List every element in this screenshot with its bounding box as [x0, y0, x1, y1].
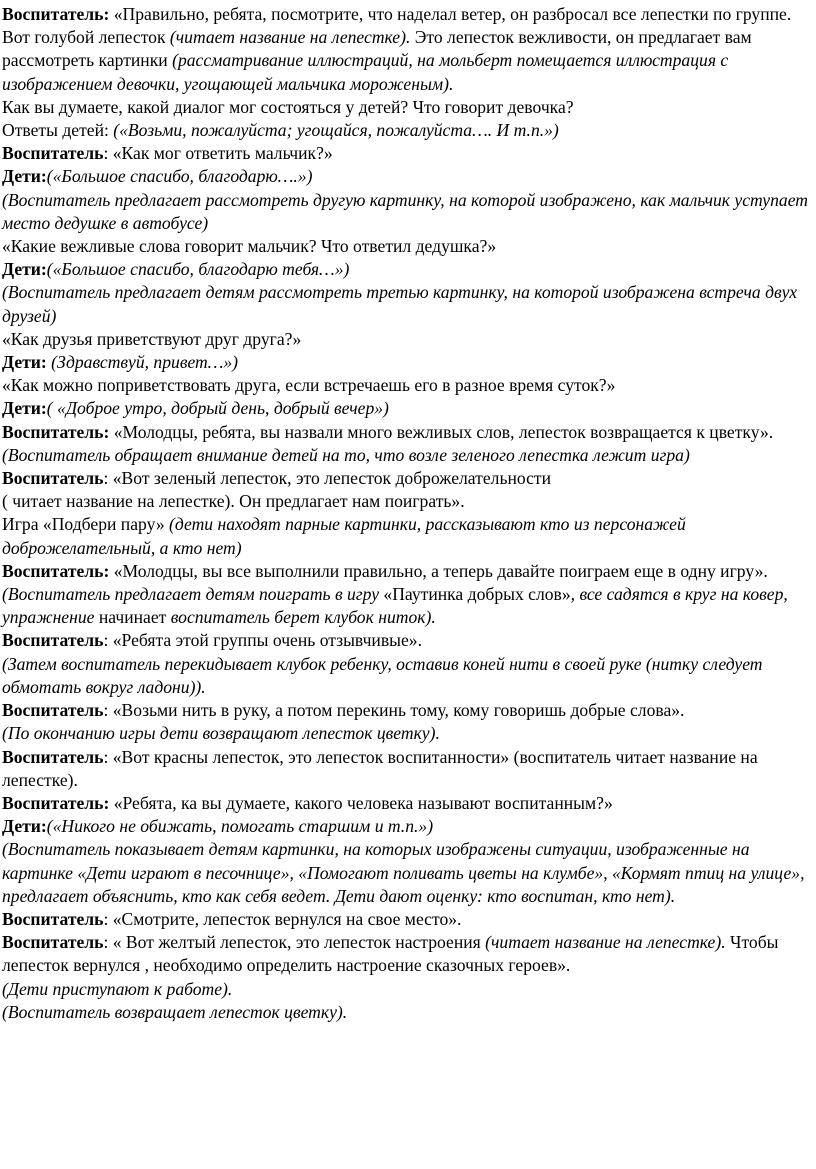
children-answer: ( «Доброе утро, добрый день, добрый вечер») [46, 398, 389, 419]
paragraph-12 [2, 374, 810, 397]
paragraph-24 [2, 746, 810, 792]
paragraph-11 [2, 351, 810, 374]
paragraph-9 [2, 281, 810, 327]
paragraph-1 [2, 3, 810, 96]
paragraph-8 [2, 258, 810, 281]
speaker-children: Дети: [2, 166, 47, 187]
stage-direction: (Воспитатель показывает детям картинки, на которых изображены ситуации, изображенные на картинке «Дети играют в песочнице», «Помогают поливать цветы на клумбе», «Кормят птиц на улице», предлагает объяснить, кто как себя ведет. Дети дают оценку: кто воспитан, кто нет). [2, 839, 805, 906]
speaker-teacher: Воспитатель: [2, 4, 110, 24]
paragraph-14 [2, 421, 810, 444]
stage-direction: (Затем воспитатель перекидывает клубок ребенку, оставив коней нити в своей руке (нитку следует обмотать вокруг ладони)). [2, 653, 763, 697]
speaker-teacher: Воспитатель: [2, 792, 110, 813]
speaker-teacher: Воспитатель [2, 700, 104, 721]
stage-direction: (Воспитатель предлагает детям поиграть в игру [2, 584, 384, 605]
speaker-children: Дети: [2, 259, 47, 280]
stage-direction: (Воспитатель предлагает детям рассмотреть третью картинку, на которой изображена встреча двух друзей) [2, 282, 798, 326]
speech: «Как друзья приветствуют друг друга?» [2, 328, 302, 349]
game-title: «Паутинка добрых слов» [383, 584, 571, 605]
stage-direction: (читает название на лепестке). [485, 932, 726, 953]
paragraph-6 [2, 189, 810, 235]
paragraph-21 [2, 653, 810, 699]
paragraph-16 [2, 467, 810, 490]
stage-direction: (По окончанию игры дети возвращают лепесток цветку). [2, 723, 440, 744]
paragraph-7 [2, 235, 810, 258]
paragraph-22 [2, 699, 810, 722]
speech: Это лепесток вежливости, он предлагает вам рассмотреть картинки [2, 27, 752, 71]
speaker-children: Дети: [2, 398, 47, 419]
speaker-teacher: Воспитатель [2, 746, 104, 767]
speech: «Как можно поприветствовать друга, если встречаешь его в разное время суток?» [2, 375, 616, 396]
speech: Чтобы лепесток вернулся , необходимо определить настроение сказочных героев». [2, 932, 779, 976]
speech: «Молодцы, вы все выполнили правильно, а теперь давайте поиграем еще в одну игру». [109, 560, 768, 581]
children-answer: (Здравствуй, привет…») [46, 352, 239, 373]
paragraph-13 [2, 397, 810, 420]
stage-direction: (Воспитатель предлагает рассмотреть другую картинку, на которой изображено, как мальчик уступает место дедушке в автобусе) [2, 189, 808, 233]
speaker-teacher: Воспитатель: [2, 560, 110, 581]
speech: Как вы думаете, какой диалог мог состояться у детей? Что говорит девочка? [2, 96, 574, 117]
paragraph-31 [2, 1001, 810, 1024]
speech: : «Как мог ответить мальчик?» [103, 143, 333, 164]
paragraph-25 [2, 792, 810, 815]
paragraph-18 [2, 513, 810, 559]
children-answer: («Большое спасибо, благодарю….») [46, 166, 313, 187]
stage-direction: (рассматривание иллюстраций, на мольберт помещается иллюстрация с изображением девочки, угощающей мальчика мороженым). [2, 50, 729, 94]
stage-direction: , все садятся в круг на ковер, упражнение [2, 584, 788, 628]
speaker-teacher: Воспитатель: [2, 421, 110, 442]
paragraph-17 [2, 490, 810, 513]
stage-direction: (Воспитатель обращает внимание детей на то, что возле зеленого лепестка лежит игра) [2, 444, 690, 465]
paragraph-19 [2, 560, 810, 630]
speaker-teacher: Воспитатель [2, 908, 104, 929]
speech: : «Смотрите, лепесток вернулся на свое место». [103, 908, 462, 929]
speech: : « Вот желтый лепесток, это лепесток настроения [103, 932, 486, 953]
paragraph-23 [2, 722, 810, 745]
speaker-children: Дети: [2, 816, 47, 837]
speech: «Молодцы, ребята, вы назвали много вежливых слов, лепесток возвращается к цветку». [109, 421, 774, 442]
speech: Игра «Подбери пару» [2, 514, 170, 535]
paragraph-27 [2, 838, 810, 908]
speech: ( читает название на лепестке). Он предлагает нам поиграть». [2, 491, 465, 512]
children-answer: («Возьми, пожалуйста; угощайся, пожалуйста…. И т.п.») [113, 120, 559, 141]
speaker-teacher: Воспитатель [2, 630, 104, 651]
paragraph-10 [2, 328, 810, 351]
paragraph-20 [2, 629, 810, 652]
stage-direction: (читает название на лепестке). [169, 27, 411, 48]
speech: начинает [98, 607, 171, 628]
speech: : «Вот красны лепесток, это лепесток воспитанности» (воспитатель читает название на лепестке). [2, 746, 758, 790]
paragraph-30 [2, 978, 810, 1001]
speaker-children: Дети: [2, 352, 47, 373]
paragraph-4 [2, 142, 810, 165]
speech: «Какие вежливые слова говорит мальчик? Что ответил дедушка?» [2, 236, 497, 257]
speech: Ответы детей: [2, 120, 114, 141]
speaker-teacher: Воспитатель [2, 468, 104, 489]
children-answer: («Большое спасибо, благодарю тебя…») [46, 259, 350, 280]
speech: «Ребята, ка вы думаете, какого человека называют воспитанным?» [109, 792, 613, 813]
stage-direction: (Дети приступают к работе). [2, 978, 233, 999]
paragraph-26 [2, 815, 810, 838]
paragraph-5 [2, 165, 810, 188]
children-answer: («Никого не обижать, помогать старшим и т.п.») [46, 816, 434, 837]
paragraph-28 [2, 908, 810, 931]
paragraph-29 [2, 931, 810, 977]
paragraph-3 [2, 119, 810, 142]
speech: : «Возьми нить в руку, а потом перекинь тому, кому говоришь добрые слова». [103, 700, 685, 721]
speech: «Правильно, ребята, посмотрите, что наделал ветер, он разбросал все лепестки по группе. Вот голубой лепесток [2, 4, 792, 48]
paragraph-2 [2, 96, 810, 119]
stage-direction: воспитатель берет клубок ниток). [170, 607, 436, 628]
stage-direction: (Воспитатель возвращает лепесток цветку). [2, 1001, 348, 1022]
paragraph-15 [2, 444, 810, 467]
stage-direction: (дети находят парные картинки, рассказывают кто из персонажей доброжелательный, а кто нет) [2, 514, 686, 558]
speech: : «Ребята этой группы очень отзывчивые». [103, 630, 422, 651]
speaker-teacher: Воспитатель [2, 143, 104, 164]
speaker-teacher: Воспитатель [2, 932, 104, 953]
speech: : «Вот зеленый лепесток, это лепесток доброжелательности [103, 468, 552, 489]
